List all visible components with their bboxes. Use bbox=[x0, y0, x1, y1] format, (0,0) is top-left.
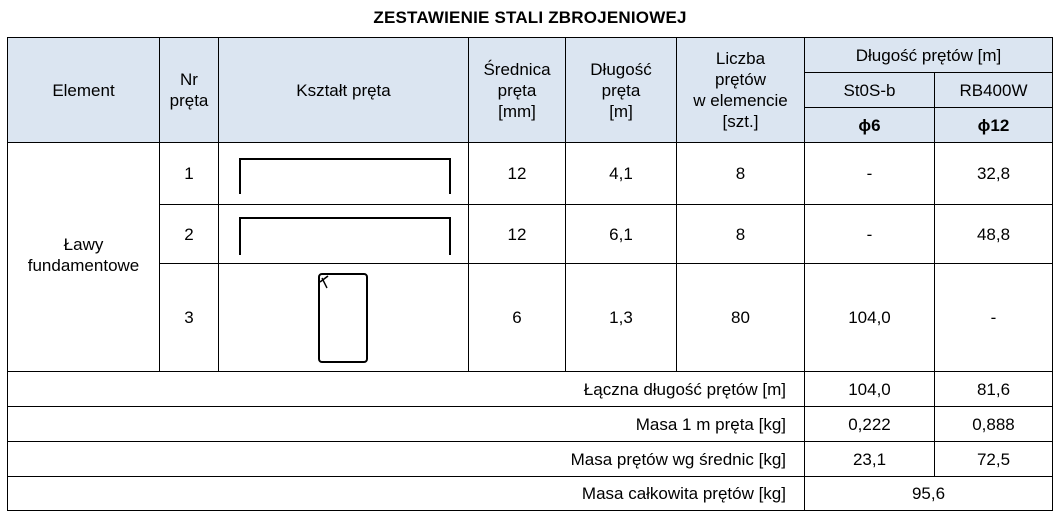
header-diameter bbox=[468, 37, 566, 143]
header-dia-6 bbox=[804, 107, 935, 143]
table-row-2-st0s: - bbox=[804, 204, 935, 264]
header-dia-12-label: ϕ12 bbox=[977, 115, 1010, 135]
table-row-3-nr: 3 bbox=[159, 263, 219, 372]
table-row-1-diameter: 12 bbox=[468, 142, 566, 205]
straight-bar-hooked-shape bbox=[239, 217, 451, 255]
summary-mass-per-meter-label: Masa 1 m pręta [kg] bbox=[7, 406, 805, 442]
header-length-line2: pręta bbox=[601, 80, 641, 100]
element-line2: fundamentowe bbox=[27, 256, 140, 275]
header-length-line1: Długość bbox=[590, 59, 652, 79]
header-nr bbox=[159, 37, 219, 143]
header-diameter-line3: [mm] bbox=[498, 101, 536, 121]
header-bars-length-label: Długość prętów [m] bbox=[855, 45, 1002, 65]
table-row-2-nr: 2 bbox=[159, 204, 219, 264]
straight-bar-hooked-shape bbox=[239, 158, 451, 194]
table-row-2-count: 8 bbox=[676, 204, 805, 264]
table-row-1-nr: 1 bbox=[159, 142, 219, 205]
header-nr-line2: pręta bbox=[169, 91, 209, 110]
table-row-3-length: 1,3 bbox=[565, 263, 677, 372]
header-count-line4: [szt.] bbox=[722, 112, 759, 131]
header-grade-rb400w-label: RB400W bbox=[959, 80, 1028, 100]
header-grade-st0s bbox=[804, 72, 935, 108]
summary-mass-per-meter-st0s: 0,222 bbox=[804, 406, 935, 442]
summary-total-length-label: Łączna długość prętów [m] bbox=[7, 371, 805, 407]
header-grade-st0s-label: St0S-b bbox=[843, 80, 896, 100]
header-shape bbox=[218, 37, 469, 143]
summary-mass-by-diameter-label: Masa prętów wg średnic [kg] bbox=[7, 441, 805, 477]
header-dia-6-label: ϕ6 bbox=[858, 115, 881, 135]
element-line1: Ławy bbox=[63, 235, 104, 254]
table-row-1-length: 4,1 bbox=[565, 142, 677, 205]
header-count-line3: w elemencie bbox=[693, 91, 788, 110]
stirrup-shape bbox=[314, 270, 374, 366]
header-dia-12 bbox=[934, 107, 1053, 143]
table-row-3-shape bbox=[218, 263, 469, 372]
header-count-line1: Liczba bbox=[715, 49, 766, 68]
table-row-3-diameter: 6 bbox=[468, 263, 566, 372]
table-row-3-rb400w: - bbox=[934, 263, 1053, 372]
summary-total-mass-label: Masa całkowita prętów [kg] bbox=[7, 476, 805, 511]
header-count bbox=[676, 37, 805, 143]
table-row-3-count: 80 bbox=[676, 263, 805, 372]
header-length bbox=[565, 37, 677, 143]
table-row-1-st0s: - bbox=[804, 142, 935, 205]
header-diameter-line1: Średnica bbox=[483, 59, 551, 79]
element-cell bbox=[7, 142, 160, 372]
table-row-1-shape bbox=[218, 142, 469, 205]
table-row-3-st0s: 104,0 bbox=[804, 263, 935, 372]
summary-mass-by-diameter-rb400w: 72,5 bbox=[934, 441, 1053, 477]
summary-mass-per-meter-rb400w: 0,888 bbox=[934, 406, 1053, 442]
table-row-2-length: 6,1 bbox=[565, 204, 677, 264]
summary-total-length-st0s: 104,0 bbox=[804, 371, 935, 407]
header-diameter-line2: pręta bbox=[497, 80, 537, 100]
header-element bbox=[7, 37, 160, 143]
summary-mass-by-diameter-st0s: 23,1 bbox=[804, 441, 935, 477]
header-bars-length bbox=[804, 37, 1053, 73]
header-nr-line1: Nr bbox=[180, 70, 198, 89]
table-row-2-rb400w: 48,8 bbox=[934, 204, 1053, 264]
table-row-2-diameter: 12 bbox=[468, 204, 566, 264]
table-title: ZESTAWIENIE STALI ZBROJENIOWEJ bbox=[373, 8, 687, 27]
header-count-line2: prętów bbox=[714, 70, 767, 89]
header-shape-label: Kształt pręta bbox=[296, 80, 391, 100]
table-row-1-count: 8 bbox=[676, 142, 805, 205]
summary-total-length-rb400w: 81,6 bbox=[934, 371, 1053, 407]
table-row-1-rb400w: 32,8 bbox=[934, 142, 1053, 205]
header-grade-rb400w bbox=[934, 72, 1053, 108]
table-row-2-shape bbox=[218, 204, 469, 264]
summary-total-mass-value: 95,6 bbox=[804, 476, 1053, 511]
header-element-label: Element bbox=[52, 80, 115, 100]
header-length-line3: [m] bbox=[609, 101, 633, 121]
